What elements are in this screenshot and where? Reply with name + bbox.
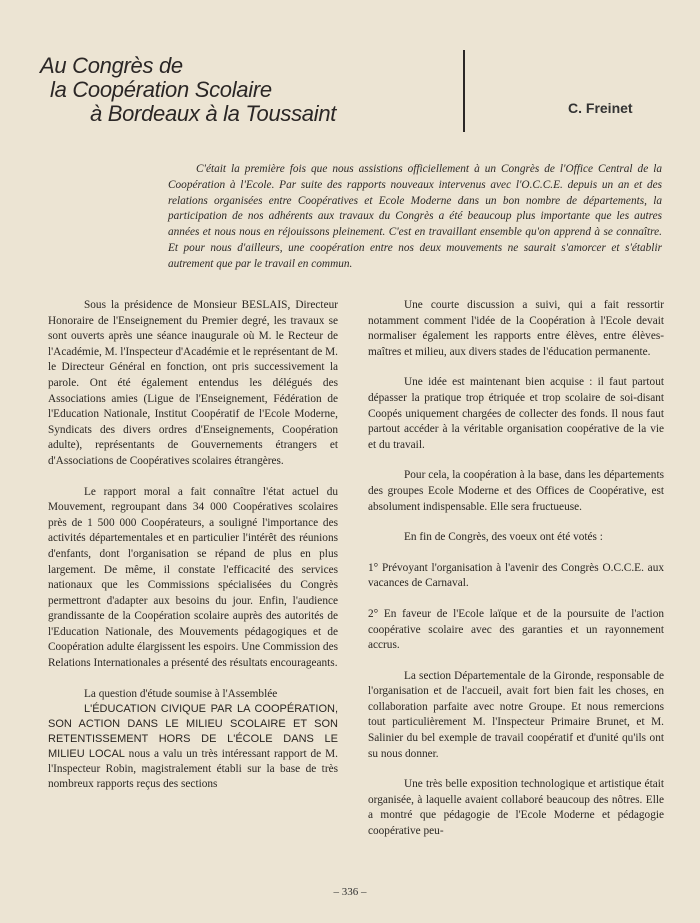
intro-paragraph: C'était la première fois que nous assistions officiellement à un Congrès de l'Office Central de la Coopération à l'Ecole. Par suite des rapports nouveaux intervenus avec l'O.C.C.E. depuis un an et des relations organisées entre Coopératives et Ecole Moderne dans un bon nombre de départements, la participation de nos adhérents aux travaux du Congrès a été beaucoup plus importante que les autres années et nous nous en réjouissons pleinement. C'est en travaillant ensemble qu'on apprend à se connaître. Et pour nous d'ailleurs, une coopération entre nos deux mouvements ne saurait s'amorcer et s'établir autrement que par le travail en commun. xyxy=(168,163,662,270)
right-paragraph-4: En fin de Congrès, des voeux ont été votés : xyxy=(404,531,603,544)
question-title: L'ÉDUCATION CIVIQUE PAR LA COOPÉRATION, SON ACTION DANS LE MILIEU SCOLAIRE ET SON RETENTISSEMENT HORS DE L'ÉCOLE DANS LE MILIEU LOCAL nous a valu un très intéressant rapport de M. l'Inspecteur Robin, magistralement établi sur la base de très nombreux rapports reçus des sections xyxy=(48,703,338,791)
right-paragraph-1: Une courte discussion a suivi, qui a fait ressortir notamment comment l'idée de la Coopération à l'Ecole devait normaliser également les rapports entre élèves, entre élèves-maîtres et milieu, aux divers stades de l'éducation permanente. xyxy=(368,299,664,358)
question-intro: La question d'étude soumise à l'Assemblée xyxy=(84,687,278,700)
title-line-3: à Bordeaux à la Toussaint xyxy=(90,101,337,126)
title-line-1: Au Congrès de xyxy=(40,53,183,78)
wish-item-2: 2° En faveur de l'Ecole laïque et de la poursuite de l'action coopérative scolaire avec des garanties et un rayonnement accrus. xyxy=(368,607,664,652)
left-paragraph-1: Sous la présidence de Monsieur BESLAIS, Directeur Honoraire de l'Enseignement du Premier degré, les travaux se sont ouverts après une séance inaugurale où M. le Recteur de l'Académie, M. l'Inspecteur d'Académie et le représentant de M. le Directeur Général en fonction, ont pris successivement la parole. Ont été également entendus les délégués des Associations amies (Ligue de l'Enseignement, Fédération de l'Education Nationale, Institut Coopératif de l'Ecole Moderne, Syndicats des divers ordres d'Enseignements, Coopération adulte), représentants de Gouvernements étrangers et d'Associations de Coopératives scolaires étrangères. xyxy=(48,299,338,467)
right-paragraph-6: Une très belle exposition technologique et artistique était organisée, à laquelle avaient collaboré beaucoup des nôtres. Elle a montré que pédagogie de l'Ecole Moderne et pédagogie coopérative peu- xyxy=(368,778,664,838)
left-paragraph-3 xyxy=(48,687,338,703)
right-paragraph-5: La section Départementale de la Gironde, responsable de l'organisation et de l'accueil, avait fort bien fait les choses, en collaboration parfaite avec notre Groupe. Et nous remercions tout particulièrement M. l'Inspecteur Primaire Brunet, et M. Salinier du bel exemple de travail coopératif et d'unité qu'ils ont su nous donner. xyxy=(368,669,664,760)
right-paragraph-2: Une idée est maintenant bien acquise : il faut partout dépasser la pratique trop étriquée et trop scolaire de soi-disant Coopés uniquement chargées de collecter des fonds. Il nous faut partout accéder à la véritable organisation coopérative de la vie et du travail. xyxy=(368,376,664,451)
title-line-2: la Coopération Scolaire xyxy=(50,77,272,102)
page-number: – 336 – xyxy=(333,886,367,898)
right-column xyxy=(368,298,664,855)
left-column xyxy=(48,298,338,807)
wish-item-1: 1° Prévoyant l'organisation à l'avenir des Congrès O.C.C.E. aux vacances de Carnaval. xyxy=(368,561,664,590)
author: C. Freinet xyxy=(568,100,633,116)
question-continuation: nous a valu un très intéressant rapport de M. l'Inspecteur Robin, magistralement établi sur la base de très nombreux rapports reçus des sections xyxy=(48,748,338,791)
right-paragraph-3: Pour cela, la coopération à la base, dans les départements des groupes Ecole Moderne et des Offices de Coopérative, est absolument indispensable. Elle sera fructueuse. xyxy=(368,469,664,513)
left-paragraph-2: Le rapport moral a fait connaître l'état actuel du Mouvement, regroupant dans 34 000 Coopératives scolaires près de 1 500 000 Coopérateurs, a souligné l'importance des activités départementales et en particulier l'intérêt des réunions d'enfants, dont l'organisation se répand de plus en plus largement. De même, il constate l'efficacité des services nationaux que les Commissions spécialisées du Congrès permettront d'adapter aux besoins du jour. Enfin, l'audience grandissante de la Coopération scolaire auprès des autorités de l'Education Nationale, des Mouvements pédagogiques et de Coopération adulte élargissent les espoirs. Une Commission des Relations Internationales a présenté des résultats encourageants. xyxy=(48,485,338,670)
title-divider xyxy=(463,50,465,132)
article-title xyxy=(40,54,460,126)
